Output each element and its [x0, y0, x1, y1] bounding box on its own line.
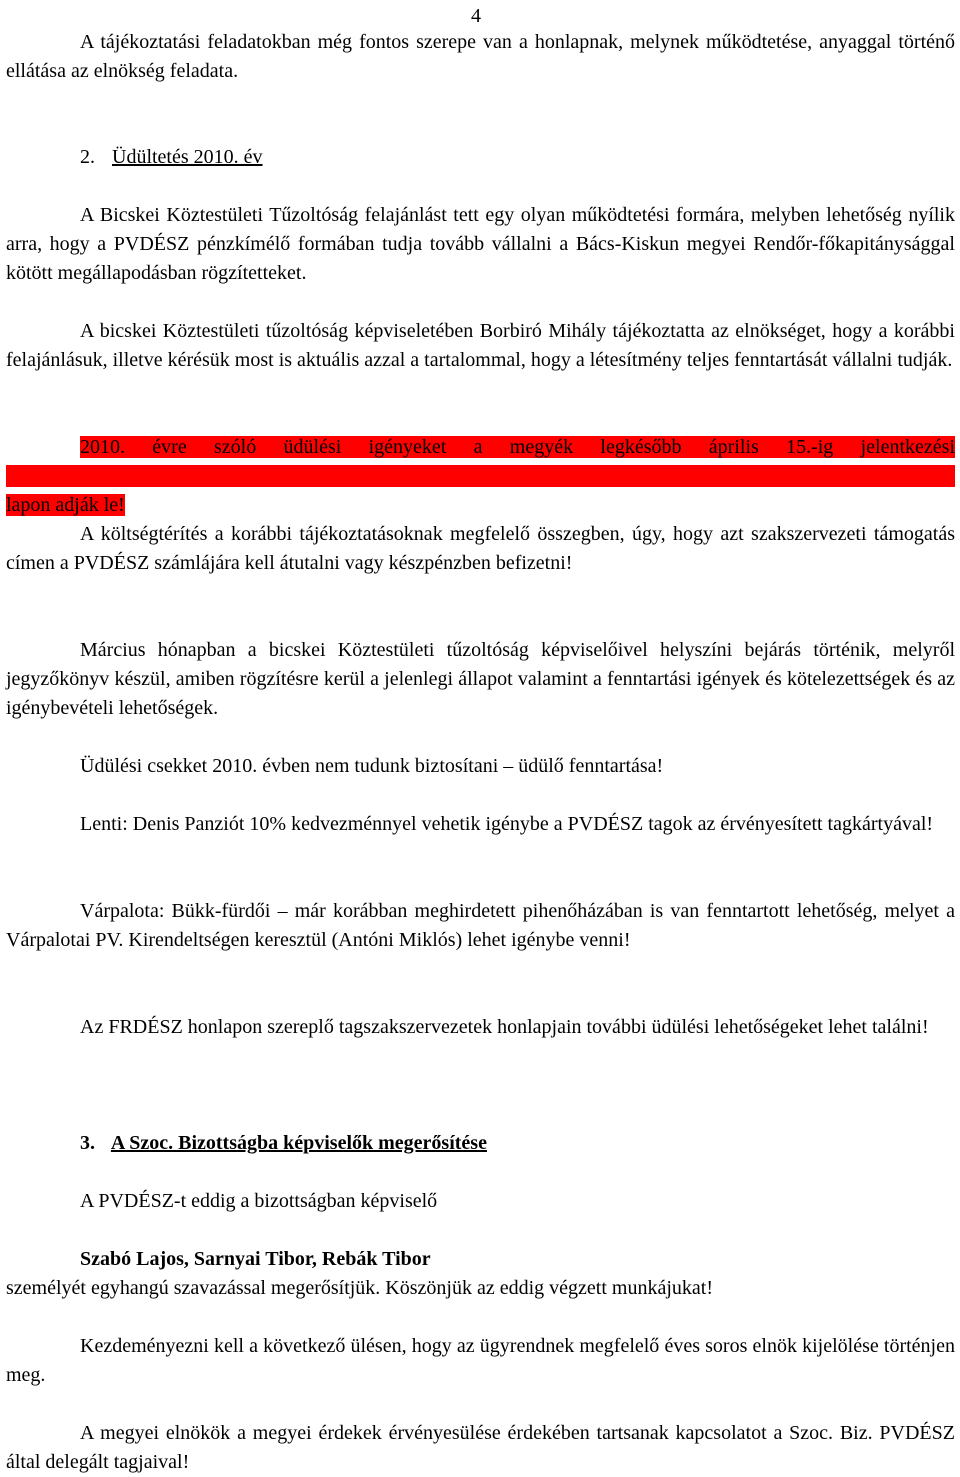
- section-2-heading: [6, 143, 955, 172]
- section-3-title: A Szoc. Bizottságba képviselők megerősítése: [110, 1132, 487, 1154]
- section-3-number: 3.: [80, 1132, 95, 1154]
- paragraph-megyei-elnokok: A megyei elnökök a megyei érdekek érvényesülése érdekében tartsanak kapcsolatot a Szoc. Biz. PVDÉSZ által delegált tagjaival!: [6, 1422, 955, 1473]
- paragraph-koltsegterites: A költségtérítés a korábbi tájékoztatásoknak megfelelő összegben, úgy, hogy azt szakszervezeti támogatás címen a PVDÉSZ számlájára kell átutalni vagy készpénzben befizetni!: [6, 523, 955, 574]
- paragraph-varpalota: Várpalota: Bükk-fürdői – már korábban meghirdetett pihenőházában is van fenntartott lehetőség, melyet a Várpalotai PV. Kirendeltségen keresztül (Antóni Miklós) lehet igénybe venni!: [6, 900, 955, 951]
- highlight-deadline-line1: 2010. évre szóló üdülési igényeket a megyék legkésőbb április 15.-ig jelentkezési: [6, 436, 955, 487]
- paragraph-lenti: Lenti: Denis Panziót 10% kedvezménnyel vehetik igénybe a PVDÉSZ tagok az érvényesített tagkártyával!: [80, 813, 934, 835]
- highlight-deadline-line2: lapon adják le!: [6, 494, 125, 516]
- paragraph-names: Szabó Lajos, Sarnyai Tibor, Rebák Tibor személyét egyhangú szavazással megerősítjük. Köszönjük az eddig végzett munkájukat!: [6, 1248, 713, 1299]
- paragraph-udulesi-csekk: Üdülési csekket 2010. évben nem tudunk biztosítani – üdülő fenntartása!: [80, 755, 664, 777]
- paragraph-igenyek-hatarido: [6, 433, 955, 520]
- page-number: 4: [471, 5, 481, 27]
- paragraph-bicskei-felajanlas: A Bicskei Köztestületi Tűzoltóság felajánlást tett egy olyan működtetési formára, melyben lehetőség nyílik arra, hogy a PVDÉSZ pénzkímélő formában tudja tovább vállalni a Bács-Kiskun megyei Rendőr-főkapitánysággal kötött megállapodásban rögzítetteket.: [6, 204, 955, 284]
- paragraph-kepviselo: A PVDÉSZ-t eddig a bizottságban képviselő: [80, 1190, 438, 1212]
- paragraph-frdesz: Az FRDÉSZ honlapon szereplő tagszakszervezetek honlapjain további üdülési lehetőségeket lehet találni!: [80, 1016, 929, 1038]
- paragraph-borbiro: A bicskei Köztestületi tűzoltóság képviseletében Borbiró Mihály tájékoztatta az elnökséget, hogy a korábbi felajánlásuk, illetve kérésük most is aktuális azzal a tartalommal, hogy a létesítmény teljes fenntartását vállalni tudják.: [6, 320, 955, 371]
- paragraph-marcius-bejaras: Március hónapban a bicskei Köztestületi tűzoltóság képviselőivel helyszíni bejárás történik, melyről jegyzőkönyv készül, amiben rögzítésre kerül a jelenlegi állapot valamint a fenntartási igények és kötelezettségek és az igénybevételi lehetőségek.: [6, 639, 955, 719]
- paragraph-kezdemenyezes: Kezdeményezni kell a következő ülésen, hogy az ügyrendnek megfelelő éves soros elnök kijelölése történjen meg.: [6, 1335, 955, 1386]
- section-2-title: Üdültetés 2010. év: [112, 146, 263, 168]
- paragraph-honlap: A tájékoztatási feladatokban még fontos szerepe van a honlapnak, melynek működtetése, anyaggal történő ellátása az elnökség feladata.: [6, 31, 955, 82]
- section-2-number: 2.: [80, 146, 95, 168]
- section-3-heading: [6, 1129, 955, 1158]
